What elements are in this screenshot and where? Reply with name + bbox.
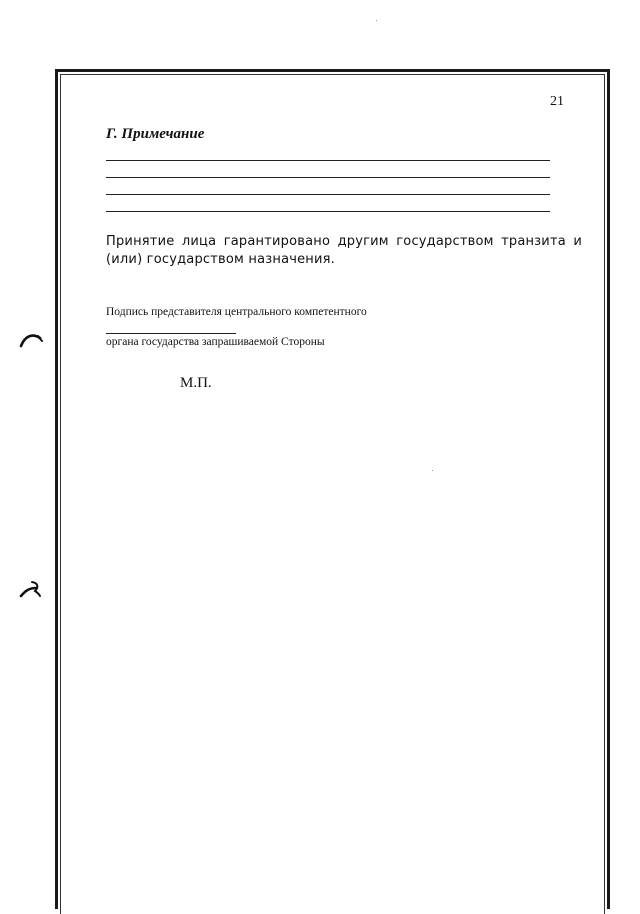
note-blank-line bbox=[106, 160, 550, 161]
scan-speck bbox=[432, 470, 433, 471]
note-blank-line bbox=[106, 194, 550, 195]
note-blank-line bbox=[106, 211, 550, 212]
page-number: 21 bbox=[550, 94, 564, 109]
note-blank-line bbox=[106, 177, 550, 178]
page-frame-inner bbox=[60, 74, 605, 914]
signature-label-line2: органа государства запрашиваемой Стороны bbox=[106, 336, 325, 348]
signature-line bbox=[106, 333, 236, 334]
guarantee-statement: Принятие лица гарантировано другим государством транзита и (или) государством назначения. bbox=[106, 234, 582, 267]
margin-check-mark bbox=[18, 578, 44, 600]
scan-speck bbox=[376, 20, 377, 21]
note-section-heading: Г. Примечание bbox=[106, 126, 205, 142]
seal-label: М.П. bbox=[180, 375, 212, 391]
margin-check-mark bbox=[18, 330, 44, 350]
signature-label-line1: Подпись представителя центрального компетентного bbox=[106, 306, 367, 318]
